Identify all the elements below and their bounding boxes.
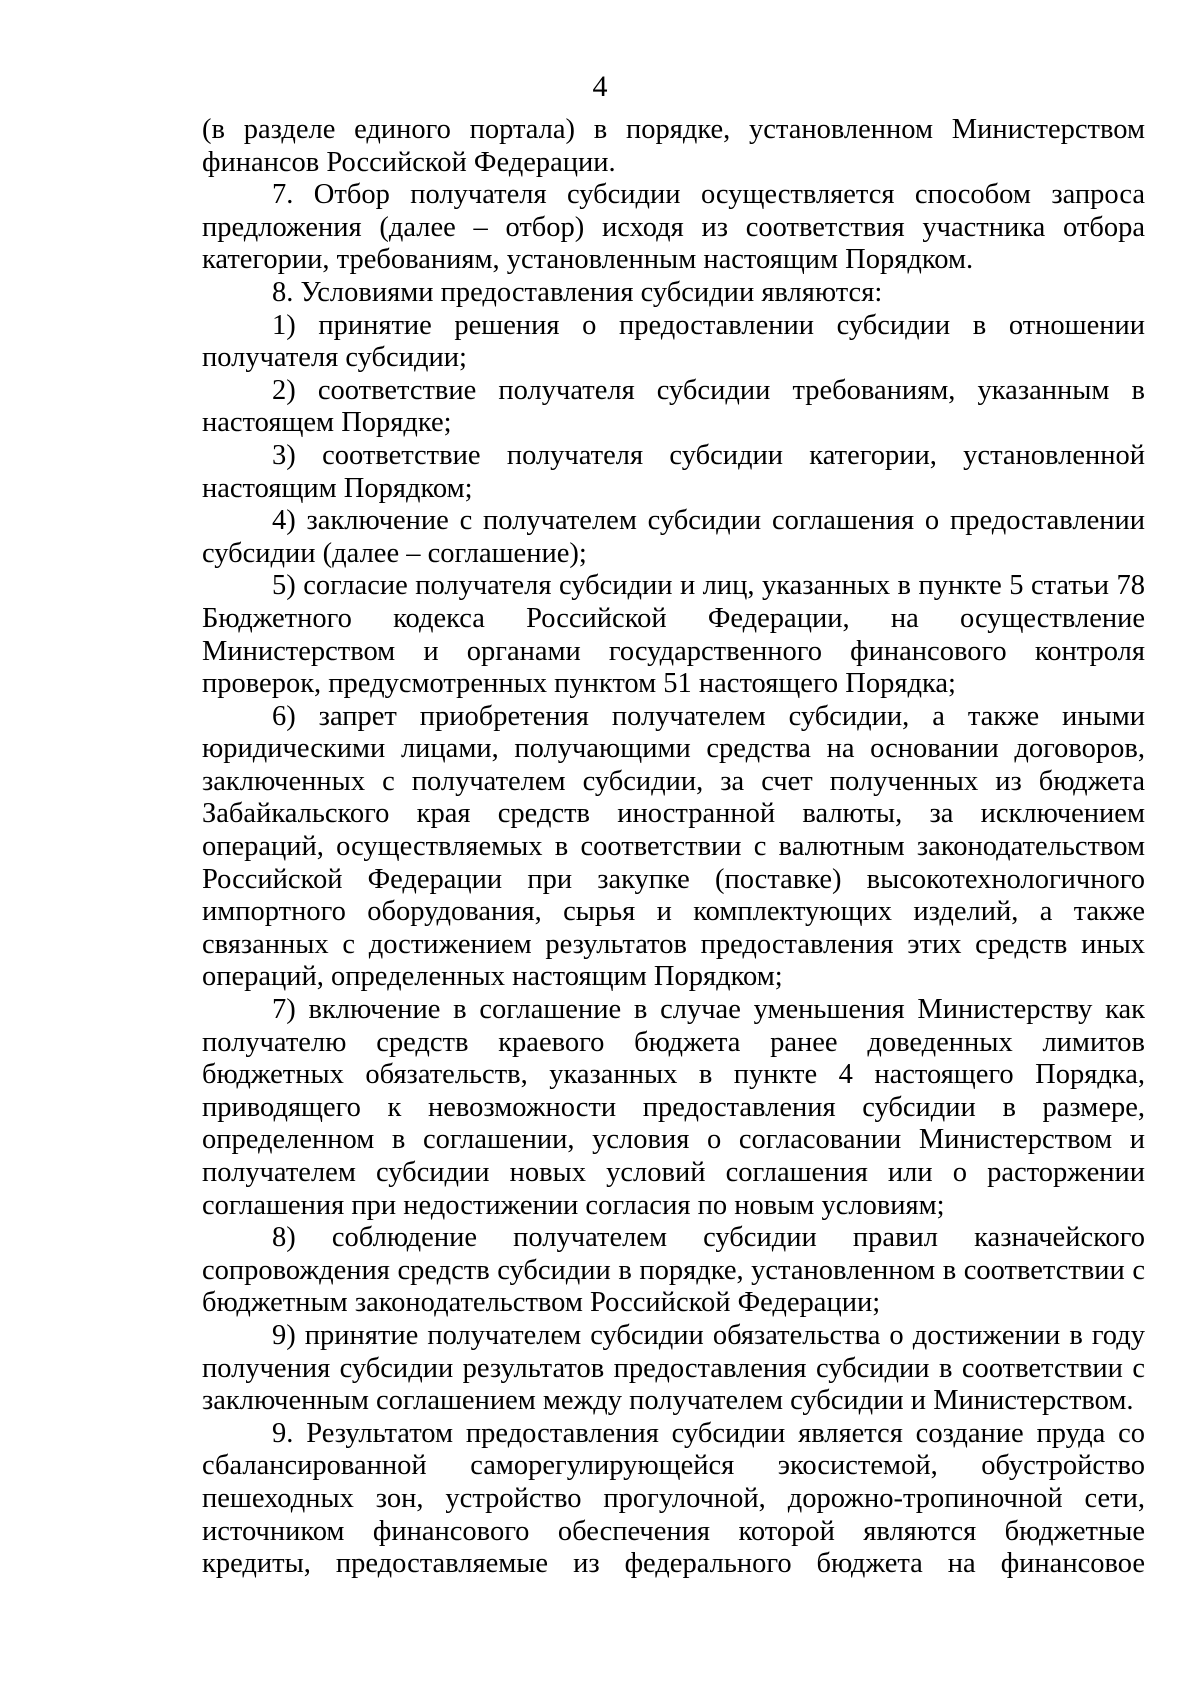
- text-line: предложения (далее – отбор) исходя из соответствия участника отбора: [202, 211, 1145, 243]
- text-line: получения субсидии результатов предоставления субсидии в соответствии с: [202, 1352, 1145, 1384]
- text-line: 3) соответствие получателя субсидии категории, установленной: [272, 439, 1145, 471]
- text-line: (в разделе единого портала) в порядке, установленном Министерством: [202, 114, 1145, 145]
- text-line: сбалансированной саморегулирующейся экосистемой, обустройство: [202, 1450, 1145, 1482]
- text-line: 4) заключение с получателем субсидии соглашения о предоставлении: [272, 505, 1145, 537]
- text-line: операций, определенных настоящим Порядком;: [202, 961, 783, 993]
- text-line: пешеходных зон, устройство прогулочной, дорожно-тропиночной сети,: [202, 1482, 1145, 1514]
- text-line: приводящего к невозможности предоставления субсидии в размере,: [202, 1091, 1145, 1123]
- text-line: Забайкальского края средств иностранной валюты, за исключением: [202, 798, 1145, 830]
- text-line: 6) запрет приобретения получателем субсидии, а также иными: [272, 700, 1145, 732]
- text-line: заключенным соглашением между получателем субсидии и Министерством.: [202, 1385, 1134, 1417]
- text-line: настоящим Порядком;: [202, 472, 473, 504]
- text-line: кредиты, предоставляемые из федерального бюджета на финансовое: [202, 1548, 1145, 1580]
- text-line: получателем субсидии новых условий соглашения или о расторжении: [202, 1157, 1145, 1188]
- text-line: операций, осуществляемых в соответствии с валютным законодательством: [202, 831, 1145, 863]
- text-line: бюджетным законодательством Российской Федерации;: [202, 1287, 881, 1319]
- text-line: категории, требованиям, установленным настоящим Порядком.: [202, 244, 974, 276]
- text-line: финансов Российской Федерации.: [202, 146, 616, 178]
- document-body: [202, 114, 1145, 1581]
- text-line: 9. Результатом предоставления субсидии является создание пруда со: [272, 1417, 1145, 1449]
- text-line: субсидии (далее – соглашение);: [202, 537, 587, 569]
- text-line: 5) согласие получателя субсидии и лиц, указанных в пункте 5 статьи 78: [272, 570, 1145, 602]
- text-line: заключенных с получателем субсидии, за счет полученных из бюджета: [202, 765, 1145, 797]
- text-line: Российской Федерации при закупке (поставке) высокотехнологичного: [202, 863, 1145, 895]
- text-line: определенном в соглашении, условия о согласовании Министерством и: [202, 1124, 1145, 1156]
- text-line: 7) включение в соглашение в случае уменьшения Министерству как: [272, 994, 1145, 1026]
- text-line: 9) принятие получателем субсидии обязательства о достижении в году: [272, 1319, 1145, 1351]
- text-line: бюджетных обязательств, указанных в пункте 4 настоящего Порядка,: [202, 1059, 1145, 1091]
- text-line: юридическими лицами, получающими средства на основании договоров,: [202, 733, 1145, 765]
- text-line: Министерством и органами государственного финансового контроля: [202, 635, 1145, 667]
- text-line: 8) соблюдение получателем субсидии правил казначейского: [272, 1222, 1145, 1254]
- text-line: сопровождения средств субсидии в порядке, установленном в соответствии с: [202, 1254, 1145, 1286]
- text-line: получателя субсидии;: [202, 342, 467, 374]
- text-line: получателю средств краевого бюджета ранее доведенных лимитов: [202, 1026, 1145, 1058]
- text-line: 7. Отбор получателя субсидии осуществляется способом запроса: [272, 179, 1145, 211]
- page-number: 4: [592, 70, 608, 103]
- text-line: источником финансового обеспечения которой являются бюджетные: [202, 1515, 1145, 1547]
- text-line: 1) принятие решения о предоставлении субсидии в отношении: [272, 309, 1145, 341]
- text-line: проверок, предусмотренных пунктом 51 настоящего Порядка;: [202, 668, 956, 700]
- text-line: 2) соответствие получателя субсидии требованиям, указанным в: [272, 374, 1145, 406]
- text-line: Бюджетного кодекса Российской Федерации, на осуществление: [202, 602, 1145, 634]
- text-line: импортного оборудования, сырья и комплектующих изделий, а также: [202, 896, 1145, 928]
- text-line: 8. Условиями предоставления субсидии являются:: [272, 276, 883, 308]
- text-line: настоящем Порядке;: [202, 407, 452, 439]
- text-line: связанных с достижением результатов предоставления этих средств иных: [202, 928, 1145, 960]
- text-line: соглашения при недостижении согласия по новым условиям;: [202, 1189, 945, 1221]
